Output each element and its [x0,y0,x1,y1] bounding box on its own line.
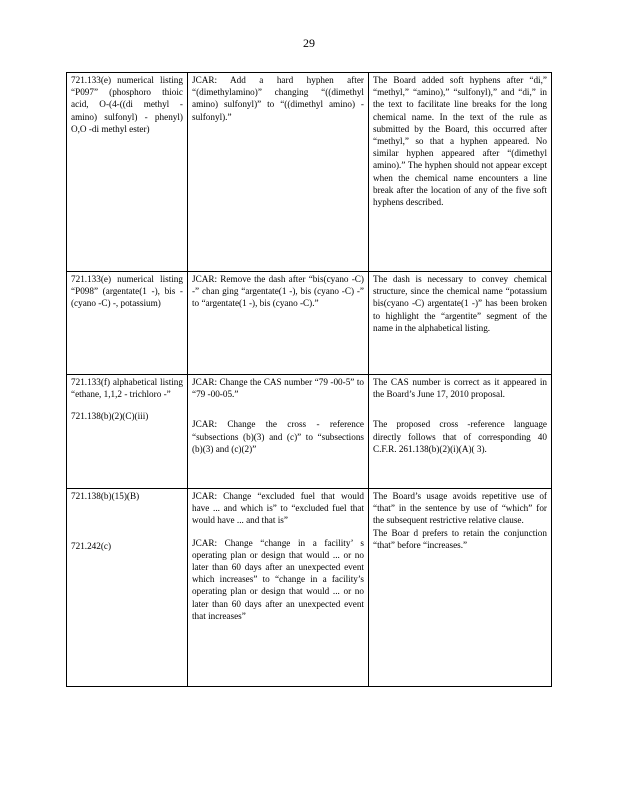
section-cell: 721.133(e) numerical listing “P098” (argentate(1 -), bis - (cyano -C) -, potassium) [67,272,188,375]
change-cell [188,375,369,489]
change-text-b: JCAR: Change “change in a facility’ s operating plan or design that would ... or no later than 60 days after an unexpected event which increases” to “change in a facility’s operating plan or design that would ... or no later than 60 days after an unexpected event that increases” [192,537,364,621]
change-cell: JCAR: Remove the dash after “bis(cyano -C) -” chan ging “argentate(1 -), bis (cyano -C) -” to “argentate(1 -), bis (cyano -C).” [188,272,369,375]
table-row [67,375,552,489]
response-cell: The Board added soft hyphens after “di,” “methyl,” “amino),” “sulfonyl),” and “di,” in the text to facilitate line breaks for the long chemical name. In the text of the rule as submitted by the Board, this occurred after “methyl,” so that a hyphen appeared. No similar hyphen appeared after “(dimethyl amino).” The hyphen should not appear except when the chemical name encounters a line break after the location of any of the five soft hyphens described. [369,73,552,272]
response-cell [369,375,552,489]
response-text: The CAS number is correct as it appeared in the Board’s June 17, 2010 proposal. [373,377,547,400]
section-text-b: 721.138(b)(2)(C)(iii) [71,411,149,422]
section-text-b: 721.242(c) [71,541,112,552]
change-text: JCAR: Change the CAS number “79 -00-5” to “79 -00-05.” [192,377,364,400]
change-text: JCAR: Change “excluded fuel that would have ... and which is” to “excluded fuel that would have ... and that is” [192,491,364,526]
response-text-b: The Boar d prefers to retain the conjunction “that” before “increases.” [373,527,547,550]
table-row [67,73,552,272]
section-text: 721.133(f) alphabetical listing “ethane, 1,1,2 - trichloro -” [71,377,183,400]
response-text: The Board’s usage avoids repetitive use of “that” in the sentence by use of “which” for the subsequent restrictive relative clause. [373,491,547,526]
response-text-b: The proposed cross -reference language directly follows that of corresponding 40 C.F.R. 261.138(b)(2)(i)(A)( 3). [373,419,547,454]
section-cell [67,489,188,687]
response-cell [369,489,552,687]
section-text: 721.138(b)(15)(B) [71,491,140,501]
change-text-b: JCAR: Change the cross - reference “subsections (b)(3) and (c)” to “subsections (b)(3) and (c)(2)” [192,419,364,454]
section-cell: 721.133(e) numerical listing “P097” (phosphoro thioic acid, O-(4-((di methyl - amino) sulfonyl) - phenyl) O,O -di methyl ester) [67,73,188,272]
page-number: 29 [303,36,315,50]
table-row [67,489,552,687]
change-cell [188,489,369,687]
comments-table [66,72,552,687]
response-cell: The dash is necessary to convey chemical structure, since the chemical name “potassium bis(cyano -C) argentate(1 -)” has been broken to highlight the “argentite” segment of the name in the alphabetical listing. [369,272,552,375]
table-row [67,272,552,375]
section-cell [67,375,188,489]
change-cell: JCAR: Add a hard hyphen after “(dimethylamino)” changing “((dimethyl amino) sulfonyl)” to “((dimethyl amino) -sulfonyl).” [188,73,369,272]
